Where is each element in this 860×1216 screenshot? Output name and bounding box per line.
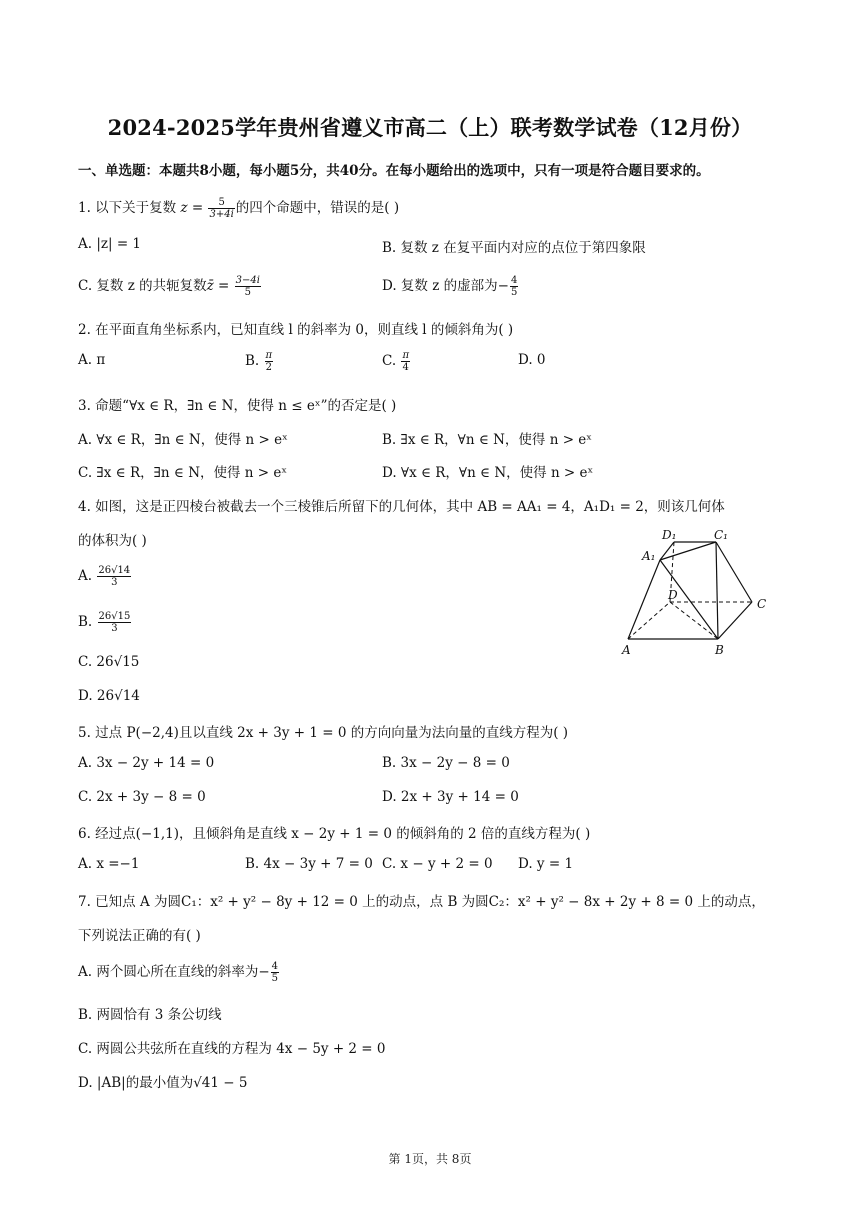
q1-option-d-frac <box>510 275 518 298</box>
question-2-stem: 2. 在平面直角坐标系内，已知直线 l 的斜率为 0，则直线 l 的倾斜角为( ) <box>78 322 514 338</box>
question-6-stem: 6. 经过点(−1,1)，且倾斜角是直线 x − 2y + 1 = 0 的倾斜角的 2 倍的直线方程为( ) <box>78 826 591 842</box>
question-4-stem-line1: 4. 如图，这是正四棱台被截去一个三棱锥后所留下的几何体，其中 AB = AA₁ = 4，A₁D₁ = 2，则该几何体 <box>78 499 725 515</box>
frustum-figure <box>612 522 790 662</box>
q1-option-c-den: 5 <box>244 287 251 298</box>
question-7-stem-line1: 7. 已知点 A 为圆C₁：x² + y² − 8y + 12 = 0 上的动点，点 B 为圆C₂：x² + y² − 8x + 2y + 8 = 0 上的动点， <box>78 894 765 910</box>
q6-option-a: A. x =−1 <box>78 856 140 872</box>
q2-option-b-num: π <box>265 350 273 361</box>
q1-frac-den: 3+4i <box>209 209 234 220</box>
q4-option-c: C. 26√15 <box>78 654 140 670</box>
q5-option-b: B. 3x − 2y − 8 = 0 <box>382 755 510 771</box>
label-c1: C₁ <box>714 528 728 542</box>
q3-option-d: D. ∀x ∈ R，∀n ∈ N，使得 n > eˣ <box>382 465 594 481</box>
q2-option-c-num: π <box>402 350 410 361</box>
edge-bc <box>718 602 752 639</box>
section-heading: 一、单选题：本题共8小题，每小题5分，共40分。在每小题给出的选项中，只有一项是符合题目要求的。 <box>78 163 710 179</box>
q4-option-d: D. 26√14 <box>78 688 140 704</box>
page-footer: 第 1页，共 8页 <box>388 1152 472 1166</box>
q2-option-c-text: C. <box>382 353 401 369</box>
q1-option-c-text: C. 复数 z 的共轭复数 <box>78 278 207 294</box>
label-a: A <box>622 643 631 657</box>
q4-option-a-num: 26√14 <box>98 565 131 576</box>
q1-option-c-num: 3−4i <box>235 275 260 286</box>
q1-option-c <box>78 274 262 298</box>
q7-option-a-text: A. 两个圆心所在直线的斜率为− <box>78 964 270 980</box>
q5-option-a: A. 3x − 2y + 14 = 0 <box>78 755 215 771</box>
q7-option-d: D. |AB|的最小值为√41 − 5 <box>78 1075 248 1091</box>
q4-option-a-frac <box>97 565 131 588</box>
label-d1: D₁ <box>662 528 677 542</box>
label-d: D <box>668 588 678 602</box>
q5-option-c: C. 2x + 3y − 8 = 0 <box>78 789 206 805</box>
q7-option-a-frac <box>271 961 279 984</box>
q1-frac-num: 5 <box>208 197 234 209</box>
q1-stem-text-b: z = <box>180 200 208 216</box>
q7-option-a <box>78 960 280 984</box>
q2-option-c-frac <box>401 350 410 373</box>
q2-option-b <box>245 350 274 373</box>
q4-option-b <box>78 611 132 634</box>
q2-option-b-text: B. <box>245 353 264 369</box>
q1-option-c-frac <box>235 275 261 298</box>
edge-ad <box>628 602 670 639</box>
edge-db <box>670 602 718 639</box>
q7-option-b: B. 两圆恰有 3 条公切线 <box>78 1007 222 1023</box>
q1-option-d-text: D. 复数 z 的虚部为− <box>382 278 509 294</box>
q2-option-b-frac <box>265 350 274 373</box>
q2-option-a: A. π <box>78 352 106 368</box>
q2-option-d: D. 0 <box>518 352 546 368</box>
q1-option-d-den: 5 <box>510 287 518 298</box>
q1-stem-text-a: 1. 以下关于复数 <box>78 200 181 216</box>
question-3-stem: 3. 命题“∀x ∈ R，∃n ∈ N，使得 n ≤ eˣ”的否定是( ) <box>78 398 397 414</box>
q1-option-c-math: z̄ = <box>206 278 234 294</box>
edge-c1b <box>716 542 718 639</box>
q4-option-b-den: 3 <box>111 623 118 634</box>
edge-aa1 <box>628 560 660 639</box>
q7-option-a-den: 5 <box>271 973 279 984</box>
q3-option-b: B. ∃x ∈ R，∀n ∈ N，使得 n > eˣ <box>382 432 593 448</box>
q7-option-a-num: 4 <box>271 961 279 972</box>
q3-option-a: A. ∀x ∈ R，∃n ∈ N，使得 n > eˣ <box>78 432 288 448</box>
q6-option-b: B. 4x − 3y + 7 = 0 <box>245 856 373 872</box>
question-4-stem-line2: 的体积为( ) <box>78 533 147 549</box>
question-5-stem: 5. 过点 P(−2,4)且以直线 2x + 3y + 1 = 0 的方向向量为法向量的直线方程为( ) <box>78 725 569 741</box>
q1-option-d-num: 4 <box>510 275 518 286</box>
q1-option-a: A. |z| = 1 <box>78 236 142 252</box>
edge-a1c1 <box>660 542 716 560</box>
q1-option-d <box>382 274 519 298</box>
q3-option-c: C. ∃x ∈ R，∃n ∈ N，使得 n > eˣ <box>78 465 288 481</box>
label-c: C <box>757 597 767 611</box>
q4-option-b-num: 26√15 <box>98 611 131 622</box>
q7-option-c: C. 两圆公共弦所在直线的方程为 4x − 5y + 2 = 0 <box>78 1041 386 1057</box>
q4-option-b-text: B. <box>78 614 97 630</box>
q1-option-b: B. 复数 z 在复平面内对应的点位于第四象限 <box>382 240 646 256</box>
q2-option-c-den: 4 <box>402 362 409 373</box>
q2-option-c <box>382 350 411 373</box>
label-b: B <box>715 643 724 657</box>
q4-option-a-text: A. <box>78 568 97 584</box>
q5-option-d: D. 2x + 3y + 14 = 0 <box>382 789 519 805</box>
q6-option-c: C. x − y + 2 = 0 <box>382 856 493 872</box>
page-title: 2024-2025学年贵州省遵义市高二（上）联考数学试卷（12月份） <box>107 115 753 140</box>
label-a1: A₁ <box>642 549 656 563</box>
q4-option-a <box>78 565 132 588</box>
q2-option-b-den: 2 <box>265 362 272 373</box>
q1-fraction <box>208 197 234 220</box>
edge-c1c <box>716 542 752 602</box>
q1-stem-text-c: 的四个命题中，错误的是( ) <box>235 200 400 216</box>
q4-option-b-frac <box>98 611 132 634</box>
question-7-stem-line2: 下列说法正确的有( ) <box>78 928 201 944</box>
q4-option-a-den: 3 <box>111 577 118 588</box>
q6-option-d: D. y = 1 <box>518 856 574 872</box>
question-1-stem <box>78 196 399 220</box>
